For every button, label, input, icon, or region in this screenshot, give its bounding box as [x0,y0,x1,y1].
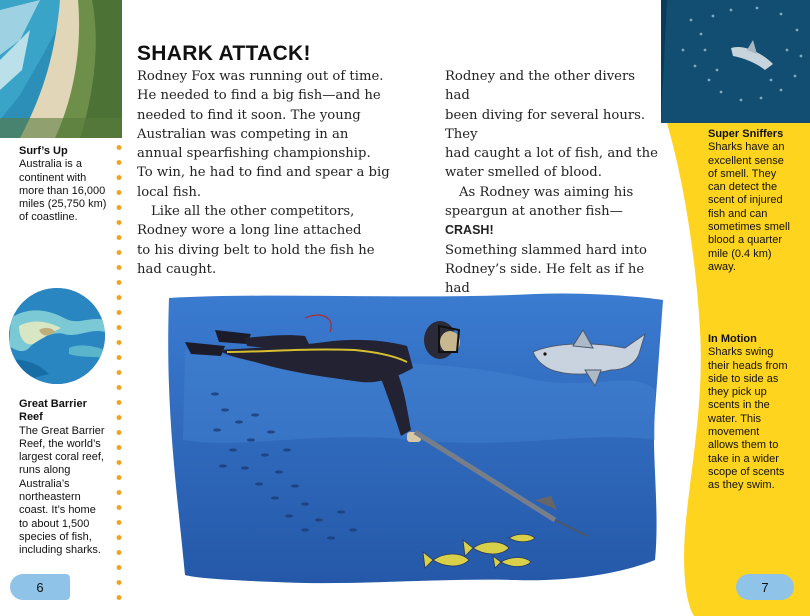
caption-line: The Great Barrier [19,424,105,437]
reef-heading-line: Great Barrier [19,398,87,410]
caption-line: take in a wider [708,452,779,465]
text-line: He needed to find a big fish—and he [137,88,381,104]
in-motion-caption [708,333,792,493]
caption-line: Sharks swing [708,346,774,359]
caption-line: runs along [19,464,71,477]
caption-line: their heads from [708,359,788,372]
diver-and-shark-illustration [155,290,670,588]
caption-line: excellent sense [708,154,784,167]
text-line: annual spearfishing championship. [137,146,371,162]
caption-line: to about 1,500 [19,517,90,530]
super-sniffers-heading: Super Sniffers [708,128,784,140]
text-line: Like all the other competitors, [151,204,355,220]
text-line: had caught a lot of fish, and the [445,146,658,162]
caption-line: scent of injured [708,194,783,207]
reef-aerial-photo [9,288,105,384]
caption-line: coast. It’s home [19,504,96,517]
text-line: Australian was competing in an [137,126,349,142]
text-line: Rodney wore a long line attached [137,223,362,239]
page-title: SHARK ATTACK! [137,42,311,65]
great-barrier-reef-caption [19,398,115,558]
caption-line: side to side as [708,372,779,385]
text-line: Rodney Fox was running out of time. [137,69,384,84]
text-line: Rodney and the other divers had [445,69,636,104]
crash-exclamation: CRASH! [445,223,494,238]
caption-line: can detect the [708,181,778,194]
surfs-up-caption [19,145,115,225]
reef-heading-line: Reef [19,411,43,424]
text-line: water smelled of blood. [445,165,602,181]
paragraph [137,67,417,202]
text-column-1 [137,67,417,279]
surfs-up-heading: Surf’s Up [19,145,68,157]
caption-line: including sharks. [19,544,101,557]
caption-line: Sharks have an [708,141,785,154]
caption-line: Australia is a [19,158,82,171]
text-column-2 [445,67,660,318]
caption-line: of coastline. [19,211,78,224]
page-number-left: 6 [10,574,70,600]
caption-line: Australia’s [19,477,70,490]
caption-line: scents in the [708,399,770,412]
reef-heading [19,398,115,425]
caption-line: movement [708,426,760,439]
shark-and-fish-school-photo [661,0,810,123]
text-line: Something slammed hard into [445,242,647,258]
caption-line: largest coral reef, [19,451,104,464]
text-line: speargun at another fish— [445,204,623,220]
caption-line: blood a quarter [708,234,782,247]
caption-line: Reef, the world’s [19,437,101,450]
text-line: local fish. [137,184,202,200]
caption-line: sometimes smell [708,221,790,234]
text-line: had caught. [137,261,217,277]
caption-line: more than 16,000 [19,184,106,197]
caption-line: allows them to [708,439,779,452]
caption-line: miles (25,750 km) [19,198,107,211]
caption-line: water. This [708,412,761,425]
dotted-divider [116,140,122,610]
text-line: been diving for several hours. They [445,107,646,142]
text-line: To win, he had to find and spear a big [137,165,390,181]
page-number-right: 7 [736,574,794,600]
paragraph [445,67,660,183]
text-line: As Rodney was aiming his [459,184,634,200]
caption-line: mile (0.4 km) [708,247,772,260]
text-line: needed to find it soon. The young [137,107,361,123]
caption-line: of smell. They [708,167,777,180]
caption-line: away. [708,260,736,273]
coastline-photo [0,0,122,138]
caption-line: continent with [19,171,87,184]
text-line: Rodney’s side. He felt as if he had [445,261,645,297]
caption-line: fish and can [708,207,768,220]
caption-line: scope of scents [708,465,785,478]
paragraph [137,202,417,279]
caption-line: as they swim. [708,479,775,492]
super-sniffers-caption [708,128,792,274]
caption-line: they pick up [708,386,767,399]
in-motion-heading: In Motion [708,333,757,345]
caption-line: species of fish, [19,530,92,543]
caption-line: northeastern [19,491,81,504]
text-line: to his diving belt to hold the fish he [137,242,375,258]
